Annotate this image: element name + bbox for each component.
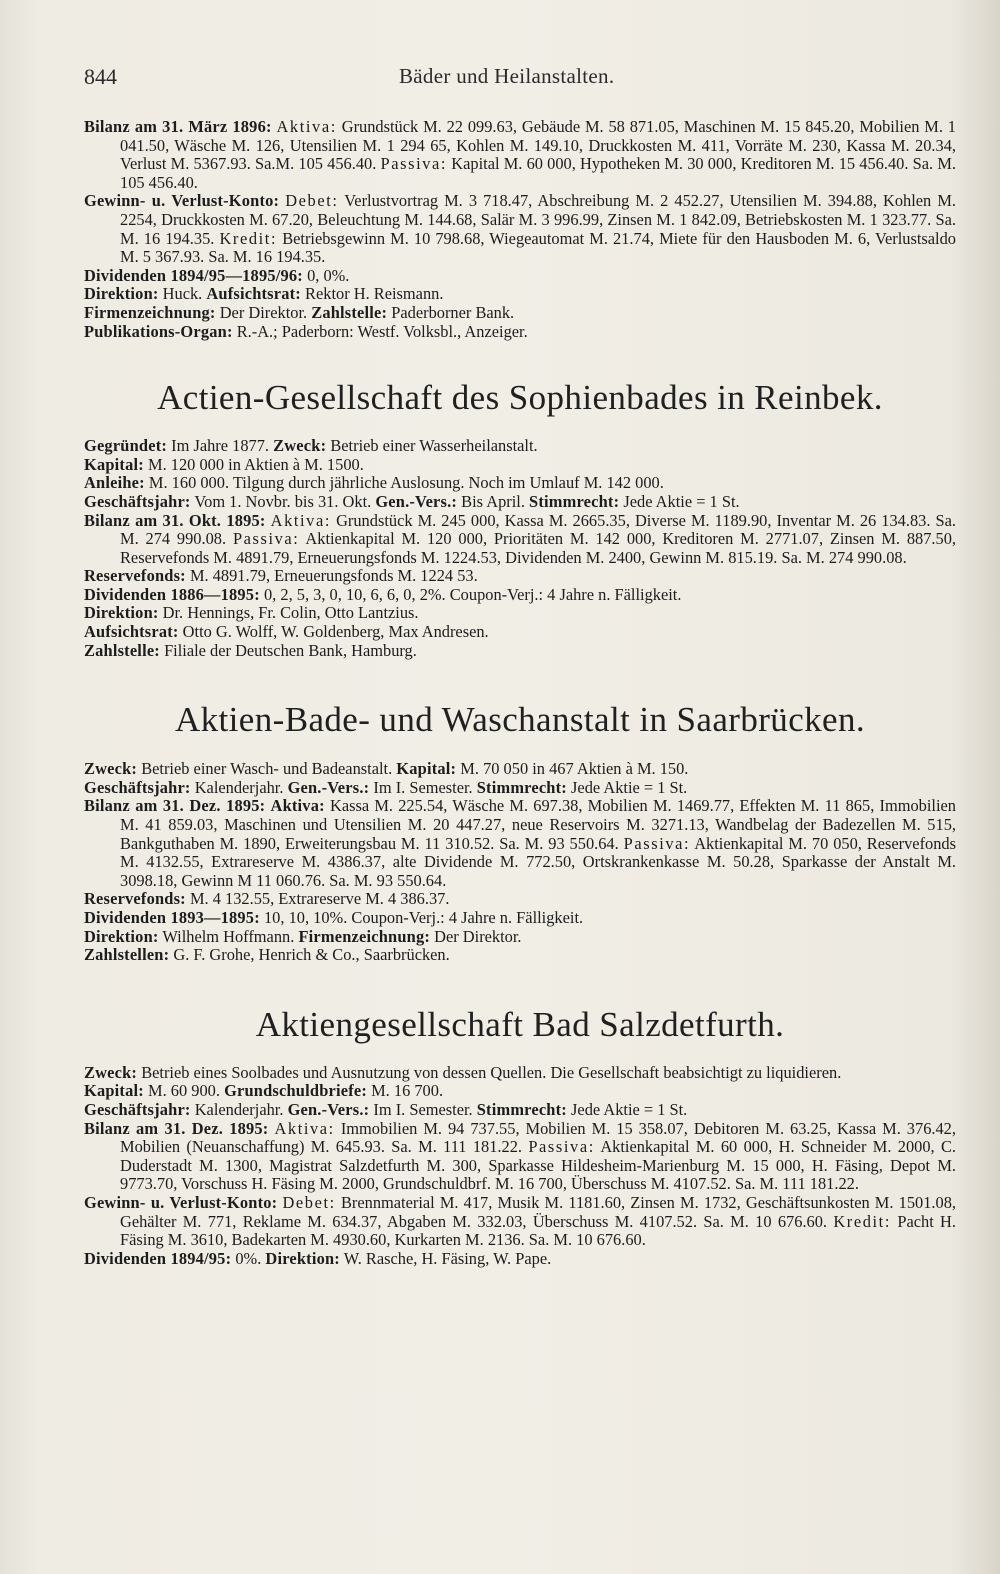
direktion-text: Huck.: [162, 284, 203, 304]
section-title-sophienbad: Actien-Gesellschaft des Sophienbades in Reinbek.: [157, 378, 883, 418]
geschaeftsjahr-label: Geschäftsjahr:: [84, 1099, 191, 1119]
geschaeftsjahr-label: Geschäftsjahr:: [84, 491, 191, 511]
reservefonds-label: Reservefonds:: [84, 889, 186, 909]
gegruendet-text: Im Jahre 1877.: [171, 436, 270, 456]
passiva-label: Passiva:: [623, 833, 691, 853]
genvers-text: Bis April.: [461, 491, 525, 511]
firmenzeichnung-text: Der Direktor.: [434, 926, 522, 946]
aufsichtsrat-label: Aufsichtsrat:: [206, 284, 301, 304]
aktiva-label: Aktiva:: [274, 1118, 335, 1138]
zahlstellen-paragraph: [84, 946, 956, 965]
guv-label: Gewinn- u. Verlust-Konto:: [84, 191, 280, 211]
reservefonds-text: M. 4 132.55, Extrareserve M. 4 386.37.: [189, 889, 450, 909]
reservefonds-label: Reservefonds:: [84, 566, 186, 586]
genvers-text: Im I. Semester.: [373, 1099, 473, 1119]
direktion-paragraph: [84, 604, 956, 623]
zweck-label: Zweck:: [84, 759, 138, 779]
aktiva-text: Grundstück M. 245 000, Kassa M. 2665.35, Diverse M. 1189.90, Inventar M. 26 134.83. Sa. M. 274 990.08.: [120, 510, 956, 549]
bilanz-label: Bilanz am 31. Okt. 1895:: [84, 510, 266, 530]
gegruendet-paragraph: [84, 437, 956, 456]
aktiva-label: Aktiva:: [276, 117, 337, 136]
zweck-text: Betrieb einer Wasch- und Badeanstalt.: [141, 759, 393, 779]
bilanz-label: Bilanz am 31. Dez. 1895:: [84, 1118, 269, 1138]
entry-sophienbad: [84, 437, 956, 660]
passiva-text: Aktienkapital M. 120 000, Prioritäten M. 142 000, Kreditoren M. 2771.07, Zinsen M. 887.50, Reservefonds M. 4891.79, Erneuerungsfonds M. 1224.53, Dividenden M. 2400, Gewinn M. 815.19. Sa. M. 274 990.08.: [120, 529, 956, 567]
aufsichtsrat-text: Otto G. Wolff, W. Goldenberg, Max Andresen.: [182, 622, 489, 642]
publikation-text: R.-A.; Paderborn: Westf. Volksbl., Anzeiger.: [236, 321, 528, 341]
direktion-label: Direktion:: [265, 1248, 340, 1268]
dividenden-text: 0%.: [235, 1248, 262, 1268]
dividenden-text: 0, 2, 5, 3, 0, 10, 6, 6, 0, 2%. Coupon-Verj.: 4 Jahre n. Fälligkeit.: [263, 584, 682, 604]
zweck-text: Betrieb einer Wasserheilanstalt.: [330, 436, 538, 456]
gegruendet-label: Gegründet:: [84, 436, 168, 456]
geschaeftsjahr-paragraph: [84, 1101, 956, 1120]
aufsichtsrat-paragraph: [84, 623, 956, 642]
direktion-label: Direktion:: [84, 926, 159, 946]
genvers-text: Im I. Semester.: [373, 777, 473, 797]
zahlstellen-text: G. F. Grohe, Henrich & Co., Saarbrücken.: [173, 945, 450, 965]
dividenden-paragraph: [84, 1250, 956, 1269]
zweck-paragraph: [84, 760, 956, 779]
zahlstellen-label: Zahlstellen:: [84, 945, 170, 965]
anleihe-paragraph: [84, 474, 956, 493]
direktion-text: Dr. Hennings, Fr. Colin, Otto Lantzius.: [162, 603, 419, 623]
kredit-label: Kredit:: [833, 1211, 891, 1231]
direktion-paragraph: [84, 285, 956, 304]
direktion-text: Wilhelm Hoffmann.: [162, 926, 295, 946]
geschaeftsjahr-text: Kalenderjahr.: [194, 1099, 284, 1119]
firmenzeichnung-label: Firmenzeichnung:: [298, 926, 431, 946]
genvers-label: Gen.-Vers.:: [375, 491, 458, 511]
aufsichtsrat-text: Rektor H. Reismann.: [305, 284, 444, 304]
kapital-paragraph: [84, 1082, 956, 1101]
page-content: [84, 118, 956, 1268]
zahlstelle-paragraph: [84, 642, 956, 661]
geschaeftsjahr-paragraph: [84, 779, 956, 798]
passiva-label: Passiva:: [380, 154, 448, 174]
firmenzeichnung-text: Der Direktor.: [219, 302, 308, 322]
aktiva-label: Aktiva:: [270, 510, 332, 530]
debet-label: Debet:: [285, 191, 339, 211]
kapital-text: M. 60 900.: [148, 1081, 220, 1101]
direktion-label: Direktion:: [84, 603, 159, 623]
stimmrecht-text: Jede Aktie = 1 St.: [571, 1099, 688, 1119]
zweck-text: Betrieb eines Soolbades und Ausnutzung von dessen Quellen. Die Gesellschaft beabsichtigt zu liquidieren.: [141, 1062, 842, 1082]
zahlstelle-label: Zahlstelle:: [311, 302, 388, 322]
geschaeftsjahr-label: Geschäftsjahr:: [84, 777, 191, 797]
kapital-label: Kapital:: [84, 1081, 144, 1101]
kapital-paragraph: [84, 456, 956, 475]
zahlstelle-text: Filiale der Deutschen Bank, Hamburg.: [164, 640, 417, 660]
entry-saarbruecken: [84, 760, 956, 965]
dividenden-label: Dividenden 1886—1895:: [84, 584, 260, 604]
kapital-text: M. 120 000 in Aktien à M. 1500.: [148, 454, 364, 474]
bilanz-paragraph: [84, 512, 956, 568]
reservefonds-text: M. 4891.79, Erneuerungsfonds M. 1224 53.: [189, 566, 478, 586]
reservefonds-paragraph: [84, 890, 956, 909]
guv-paragraph: [84, 1194, 956, 1250]
dividenden-label: Dividenden 1893—1895:: [84, 908, 260, 927]
bilanz-label: Bilanz am 31. März 1896:: [84, 117, 272, 136]
section-title-salzdetfurth: Aktiengesellschaft Bad Salzdetfurth.: [255, 1004, 785, 1044]
zahlstelle-label: Zahlstelle:: [84, 640, 160, 660]
firmenzeichnung-paragraph: [84, 304, 956, 323]
passiva-text: Kapital M. 60 000, Hypotheken M. 30 000, Kreditoren M. 15 456.40. Sa. M. 105 456.40.: [120, 154, 956, 192]
bilanz-label: Bilanz am 31. Dez. 1895:: [84, 796, 266, 816]
direktion-label: Direktion:: [84, 284, 159, 304]
entry-continued: [84, 118, 956, 341]
kredit-text: Pacht H. Fäsing M. 3610, Badekarten M. 4930.60, Kurkarten M. 2136. Sa. M. 10 676.60.: [120, 1211, 956, 1250]
stimmrecht-label: Stimmrecht:: [476, 1099, 567, 1119]
kapital-label: Kapital:: [84, 454, 144, 474]
direktion-text: W. Rasche, H. Fäsing, W. Pape.: [343, 1248, 552, 1268]
geschaeftsjahr-text: Kalenderjahr.: [194, 777, 284, 797]
publikation-label: Publikations-Organ:: [84, 321, 233, 341]
publikation-paragraph: [84, 323, 956, 342]
zweck-label: Zweck:: [84, 1062, 138, 1082]
page-header: [84, 64, 960, 94]
stimmrecht-label: Stimmrecht:: [476, 777, 567, 797]
genvers-label: Gen.-Vers.:: [287, 1099, 370, 1119]
dividenden-paragraph: [84, 586, 956, 605]
dividenden-label: Dividenden 1894/95—1895/96:: [84, 265, 303, 285]
kredit-label: Kredit:: [219, 228, 278, 248]
bilanz-paragraph: [84, 118, 956, 192]
dividenden-paragraph: [84, 267, 956, 286]
firmenzeichnung-label: Firmenzeichnung:: [84, 302, 216, 322]
section-title-saarbruecken: Aktien-Bade- und Waschanstalt in Saarbrücken.: [174, 700, 866, 740]
passiva-text: Aktienkapital M. 70 050, Reservefonds M. 4132.55, Extrareserve M. 4386.37, alte Dividende M. 772.50, Ortskrankenkasse M. 50.28, Sparkasse der Anstalt M. 3098.18, Gewinn M 11 060.76. Sa. M. 93 550.64.: [120, 833, 957, 890]
dividenden-paragraph: [84, 909, 956, 928]
debet-text: Brennmaterial M. 417, Musik M. 1181.60, Zinsen M. 1732, Geschäftsunkosten M. 1501.08, Gehälter M. 771, Reklame M. 634.37, Abgaben M. 332.03, Überschuss M. 4107.52. Sa. M. 10 676.60.: [120, 1192, 956, 1231]
bilanz-paragraph: [84, 1120, 956, 1194]
reservefonds-paragraph: [84, 567, 956, 586]
guv-label: Gewinn- u. Verlust-Konto:: [84, 1192, 278, 1212]
page-number: 844: [84, 64, 117, 89]
geschaeftsjahr-text: Vom 1. Novbr. bis 31. Okt.: [194, 491, 372, 511]
stimmrecht-text: Jede Aktie = 1 St.: [571, 777, 688, 797]
geschaeftsjahr-paragraph: [84, 493, 956, 512]
kapital-text: M. 70 050 in 467 Aktien à M. 150.: [460, 759, 689, 779]
stimmrecht-label: Stimmrecht:: [529, 491, 620, 511]
passiva-label: Passiva:: [232, 529, 300, 549]
debet-label: Debet:: [282, 1192, 336, 1212]
zweck-paragraph: [84, 1064, 956, 1083]
anleihe-text: M. 160 000. Tilgung durch jährliche Auslosung. Noch im Umlauf M. 142 000.: [148, 473, 664, 493]
passiva-text: Aktienkapital M. 60 000, H. Schneider M. 2000, C. Duderstadt M. 1300, Magistrat Salzdetfurth M. 300, Sparkasse Hildesheim-Marienburg M. 15 000, H. Fäsing, Depot M. 9773.70, Vorschuss H. Fäsing M. 2000, Grundschuldbrf. M. 16 700, Überschuss M. 4107.52. Sa. M. 111 181.22.: [120, 1137, 956, 1194]
grundschuldbriefe-text: M. 16 700.: [371, 1081, 444, 1101]
dividenden-text: 0, 0%.: [307, 265, 350, 285]
dividenden-label: Dividenden 1894/95:: [84, 1248, 232, 1268]
grundschuldbriefe-label: Grundschuldbriefe:: [224, 1081, 367, 1101]
zweck-label: Zweck:: [273, 436, 327, 456]
aktiva-label: Aktiva:: [270, 796, 325, 816]
running-title: Bäder und Heilanstalten.: [399, 64, 615, 88]
kapital-label: Kapital:: [396, 759, 457, 779]
aktiva-text: Grundstück M. 22 099.63, Gebäude M. 58 871.05, Maschinen M. 15 845.20, Mobilien M. 1 041.50, Wäsche M. 126, Utensilien M. 1 294 65, Kohlen M. 149.10, Druckkosten M. 411, Vorräte M. 230, Kassa M. 20.34, Verlust M. 5367.93. Sa.M. 105 456.40.: [120, 117, 956, 174]
debet-text: Verlustvortrag M. 3 718.47, Abschreibung M. 2 452.27, Utensilien M. 394.88, Kohlen M. 2254, Druckkosten M. 67.20, Beleuchtung M. 144.68, Salär M. 3 996.99, Zinsen M. 1 842.09, Betriebskosten M. 1 323.77. Sa. M. 16 194.35.: [120, 191, 956, 248]
dividenden-text: 10, 10, 10%. Coupon-Verj.: 4 Jahre n. Fälligkeit.: [263, 908, 584, 927]
entry-salzdetfurth: [84, 1064, 956, 1269]
stimmrecht-text: Jede Aktie = 1 St.: [623, 491, 740, 511]
bilanz-paragraph: [84, 797, 956, 890]
aktiva-text: Immobilien M. 94 737.55, Mobilien M. 15 358.07, Debitoren M. 63.25, Kassa M. 376.42, Mobilien (Neuanschaffung) M. 645.93. Sa. M. 111 181.22.: [120, 1118, 956, 1157]
passiva-label: Passiva:: [528, 1137, 595, 1157]
guv-paragraph: [84, 192, 956, 266]
aktiva-text: Kassa M. 225.54, Wäsche M. 697.38, Mobilien M. 1469.77, Effekten M. 11 865, Immobilien M. 41 859.03, Maschinen und Utensilien M. 20 447.27, neue Reservoirs M. 3271.13, Wandbelag der Badezellen M. 515, Bankguthaben M. 1890, Erweiterungsbau M. 11 310.52. Sa. M. 93 550.64.: [120, 796, 956, 853]
anleihe-label: Anleihe:: [84, 473, 145, 493]
aufsichtsrat-label: Aufsichtsrat:: [84, 622, 179, 642]
direktion-paragraph: [84, 928, 956, 947]
genvers-label: Gen.-Vers.:: [287, 777, 370, 797]
kredit-text: Betriebsgewinn M. 10 798.68, Wiegeautomat M. 21.74, Miete für den Hausboden M. 6, Verlustsaldo M. 5 367.93. Sa. M. 16 194.35.: [120, 228, 956, 267]
zahlstelle-text: Paderborner Bank.: [391, 302, 515, 322]
